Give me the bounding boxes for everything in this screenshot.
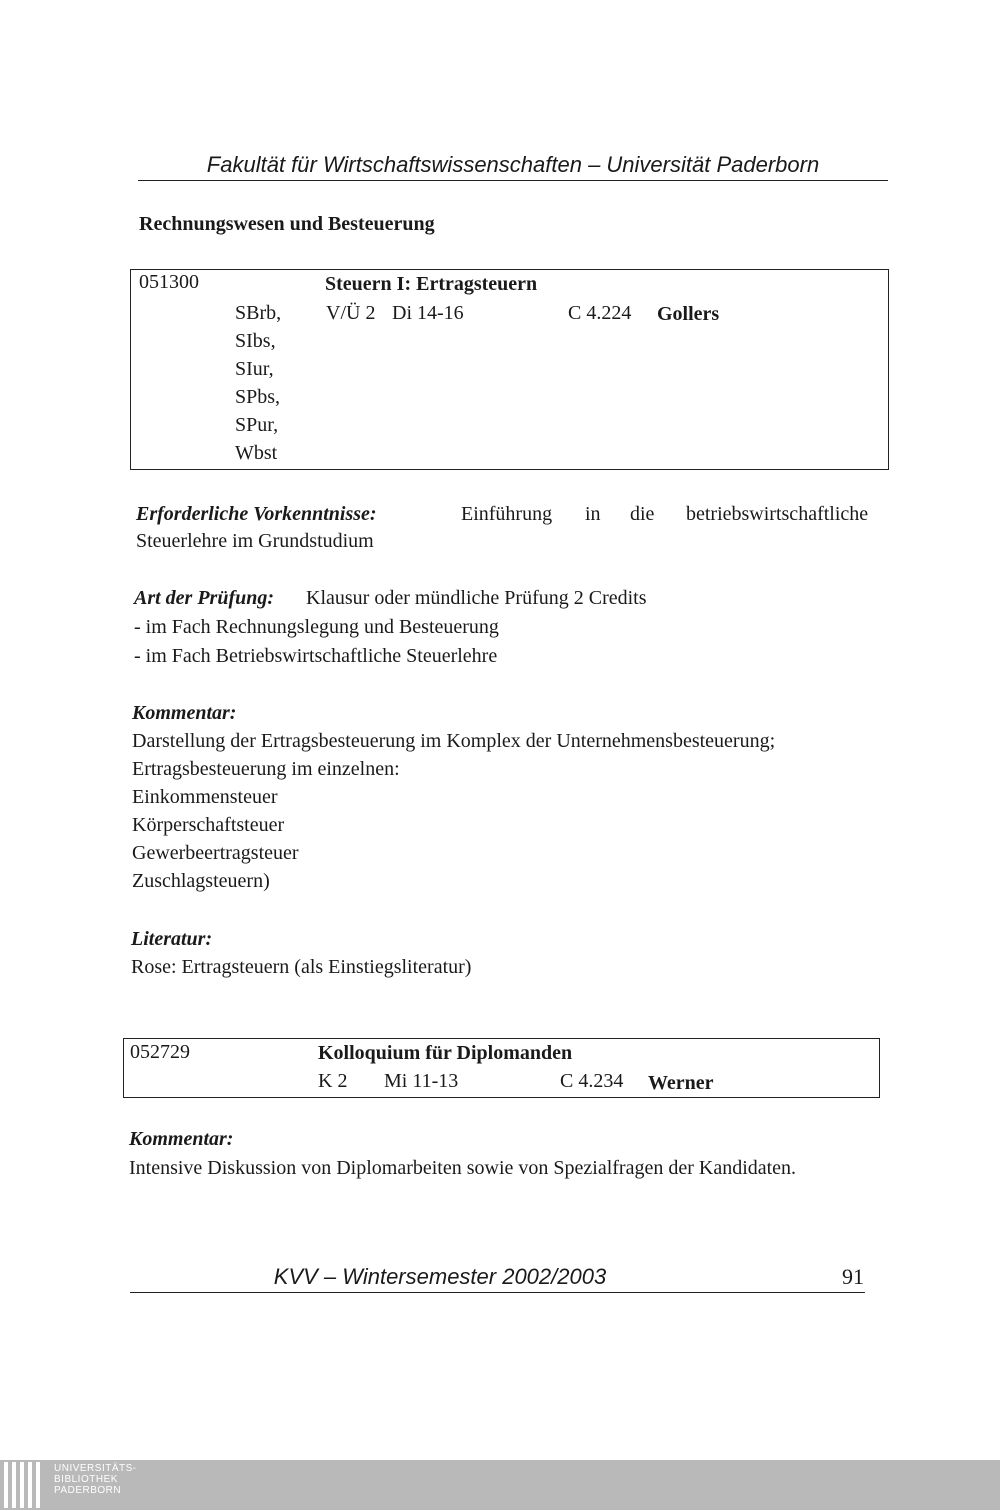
library-name: UNIVERSITÄTS- BIBLIOTHEK PADERBORN bbox=[54, 1463, 137, 1496]
course-number: 052729 bbox=[130, 1041, 190, 1063]
comment-line: Einkommensteuer bbox=[132, 786, 278, 808]
exam-line: - im Fach Rechnungslegung und Besteuerung bbox=[134, 616, 499, 638]
program-item: SBrb, bbox=[235, 302, 282, 324]
library-footer bbox=[0, 1460, 1000, 1510]
course-time: Mi 11-13 bbox=[384, 1070, 459, 1092]
footer-title: KVV – Wintersemester 2002/2003 bbox=[273, 1264, 607, 1289]
course-lecturer: Gollers bbox=[657, 303, 720, 325]
prereq-word: Einführung bbox=[461, 503, 553, 525]
course-title: Kolloquium für Diplomanden bbox=[318, 1042, 573, 1064]
course-number: 051300 bbox=[139, 271, 199, 293]
program-item: SPur, bbox=[235, 414, 279, 436]
prereq-word: die bbox=[630, 503, 655, 525]
comment-line: Körperschaftsteuer bbox=[132, 814, 285, 836]
program-item: SIur, bbox=[235, 358, 274, 380]
comment-label: Kommentar: bbox=[129, 1128, 234, 1150]
prereq-word: betriebswirtschaftliche bbox=[686, 503, 869, 525]
prereq-label: Erforderliche Vorkenntnisse: bbox=[136, 503, 377, 525]
exam-label: Art der Prüfung: bbox=[134, 587, 275, 609]
header-rule bbox=[138, 180, 888, 181]
comment-text: Intensive Diskussion von Diplomarbeiten sowie von Spezialfragen der Kandidaten. bbox=[129, 1157, 797, 1179]
course-title: Steuern I: Ertragsteuern bbox=[325, 273, 538, 295]
exam-line: - im Fach Betriebswirtschaftliche Steuerlehre bbox=[134, 645, 498, 667]
faculty-header: Fakultät für Wirtschaftswissenschaften – Universität Paderborn bbox=[206, 152, 820, 177]
footer-rule bbox=[130, 1292, 865, 1293]
prereq-line2: Steuerlehre im Grundstudium bbox=[136, 530, 374, 552]
program-item: SIbs, bbox=[235, 330, 276, 352]
comment-line: Darstellung der Ertragsbesteuerung im Komplex der Unternehmensbesteuerung; bbox=[132, 730, 776, 752]
course-type: V/Ü 2 bbox=[326, 302, 376, 324]
exam-text: Klausur oder mündliche Prüfung 2 Credits bbox=[306, 587, 647, 609]
comment-line: Ertragsbesteuerung im einzelnen: bbox=[132, 758, 400, 780]
program-item: SPbs, bbox=[235, 386, 281, 408]
comment-line: Gewerbeertragsteuer bbox=[132, 842, 299, 864]
course-time: Di 14-16 bbox=[392, 302, 464, 324]
prereq-word: in bbox=[585, 503, 601, 525]
comment-label: Kommentar: bbox=[132, 702, 237, 724]
literature-text: Rose: Ertragsteuern (als Einstiegsliteratur) bbox=[131, 956, 472, 978]
page-number: 91 bbox=[842, 1264, 864, 1289]
course-lecturer: Werner bbox=[648, 1072, 714, 1094]
comment-line: Zuschlagsteuern) bbox=[132, 870, 270, 892]
course-room: C 4.234 bbox=[560, 1070, 624, 1092]
library-logo-icon bbox=[2, 1462, 42, 1508]
program-item: Wbst bbox=[235, 442, 278, 464]
section-title: Rechnungswesen und Besteuerung bbox=[139, 213, 435, 235]
literature-label: Literatur: bbox=[131, 928, 213, 950]
course-room: C 4.224 bbox=[568, 302, 632, 324]
course-type: K 2 bbox=[318, 1070, 348, 1092]
